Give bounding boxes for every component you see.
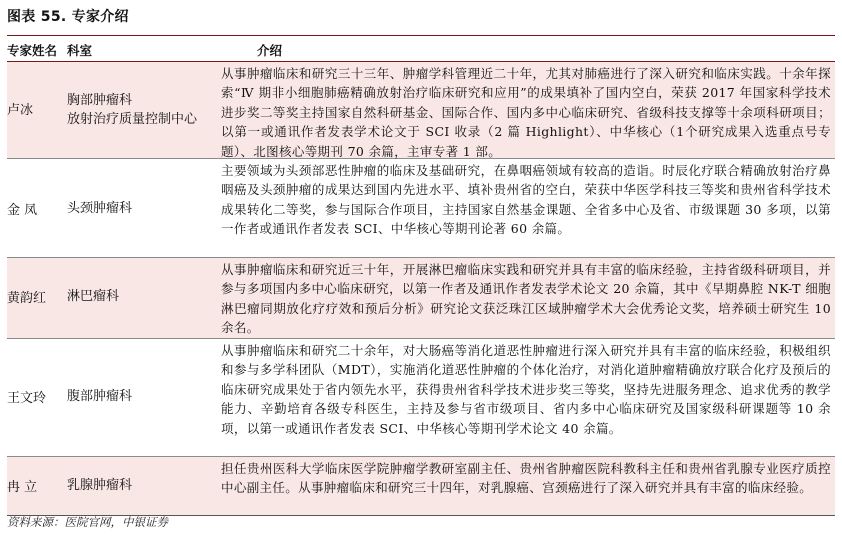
source-note: 资料来源：医院官网，中银证券: [7, 515, 168, 529]
expert-department: [67, 287, 217, 306]
figure-title: 图表 55. 专家介绍: [7, 9, 129, 25]
department-line: 乳腺肿瘤科: [67, 478, 133, 493]
expert-name: 王文玲: [7, 391, 47, 406]
expert-name: 黄韵红: [7, 291, 47, 306]
expert-department: [67, 476, 217, 495]
table-row: [7, 159, 835, 258]
expert-name: 金 凤: [7, 203, 38, 218]
expert-name: 卢冰: [7, 103, 34, 118]
department-line: 放射治疗质量控制中心: [67, 112, 198, 127]
expert-table: [7, 62, 835, 516]
department-line: 腹部肿瘤科: [67, 389, 133, 404]
expert-department: [67, 199, 217, 218]
expert-intro: 主要领域为头颈部恶性肿瘤的临床及基础研究，在鼻咽癌领域有较高的造诣。时辰化疗联合精确放射治疗鼻咽癌及头颈肿瘤的成果达到国内先进水平、填补贵州省的空白，荣获中华医学科技三等奖和贵州省科学技术成果转化二等奖，参与国际合作项目，主持国家自然基金课题、全省多中心及省、市级课题 30 多项，以第一作者或通讯作者发表 SCI、中华核心等期刊论著 60 余篇。: [221, 163, 831, 237]
title-divider: [7, 35, 835, 36]
table-row: [7, 339, 835, 457]
expert-department: [67, 91, 217, 129]
expert-intro: 从事肿瘤临床和研究二十余年，对大肠癌等消化道恶性肿瘤进行深入研究并具有丰富的临床经验，积极组织和参与多学科团队（MDT），实施消化道恶性肿瘤的个体化治疗，对消化道肿瘤精确放疗联合化疗及预后的临床研究成果处于省内领先水平，获得贵州省科学技术进步奖三等奖，坚持先进服务理念、追求优秀的教学能力、辛勤培育各级专科医生，主持及参与省市级项目、省内多中心临床研究及国家级科研课题等 10 余项，以第一或通讯作者发表 SCI、中华核心等期刊学术论文 40 余篇。: [221, 343, 831, 436]
expert-intro: 从事肿瘤临床和研究三十三年、肿瘤学科管理近二十年，尤其对肺癌进行了深入研究和临床实践。十余年探索“Ⅳ 期非小细胞肺癌精确放射治疗临床研究和应用”的成果填补了国内空白，荣获 2017 年国家科学技术进步奖二等奖主持国家自然科研基金、国际合作、国内多中心临床研究、省级科技支撑等十余项科研项目；以第一或通讯作者发表学术论文于 SCI 收录（2 篇 Highlight）、中华核心（1个研究成果入选重点号专题）、北图核心等期刊 70 余篇，主审专著 1 部。: [221, 66, 831, 159]
department-line: 头颈肿瘤科: [67, 201, 133, 216]
department-line: 淋巴瘤科: [67, 289, 120, 304]
expert-intro: 担任贵州医科大学临床医学院肿瘤学教研室副主任、贵州省肿瘤医院科教科主任和贵州省乳腺专业医疗质控中心副主任。从事肿瘤临床和研究三十四年，对乳腺癌、宫颈癌进行了深入研究并具有丰富的临床经验。: [221, 461, 831, 496]
expert-department: [67, 387, 217, 406]
table-row: [7, 457, 835, 516]
header-name: 专家姓名: [7, 43, 58, 58]
expert-intro: 从事肿瘤临床和研究近三十年，开展淋巴瘤临床实践和研究并具有丰富的临床经验，主持省级科研项目，并参与多项国内多中心临床研究，以第一作者及通讯作者发表学术论文 20 余篇，其中《早期鼻腔 NK-T 细胞淋巴瘤同期放化疗疗效和预后分析》研究论文获泛珠江区域肿瘤学术大会优秀论文奖，培养硕士研究生 10 余名。: [221, 262, 831, 336]
header-intro: 介绍: [257, 43, 283, 58]
table-row: [7, 62, 835, 159]
expert-name: 冉 立: [7, 480, 38, 495]
table-row: [7, 258, 835, 339]
header-department: 科室: [67, 43, 93, 58]
table-header: [7, 42, 835, 60]
department-line: 胸部肿瘤科: [67, 93, 133, 108]
